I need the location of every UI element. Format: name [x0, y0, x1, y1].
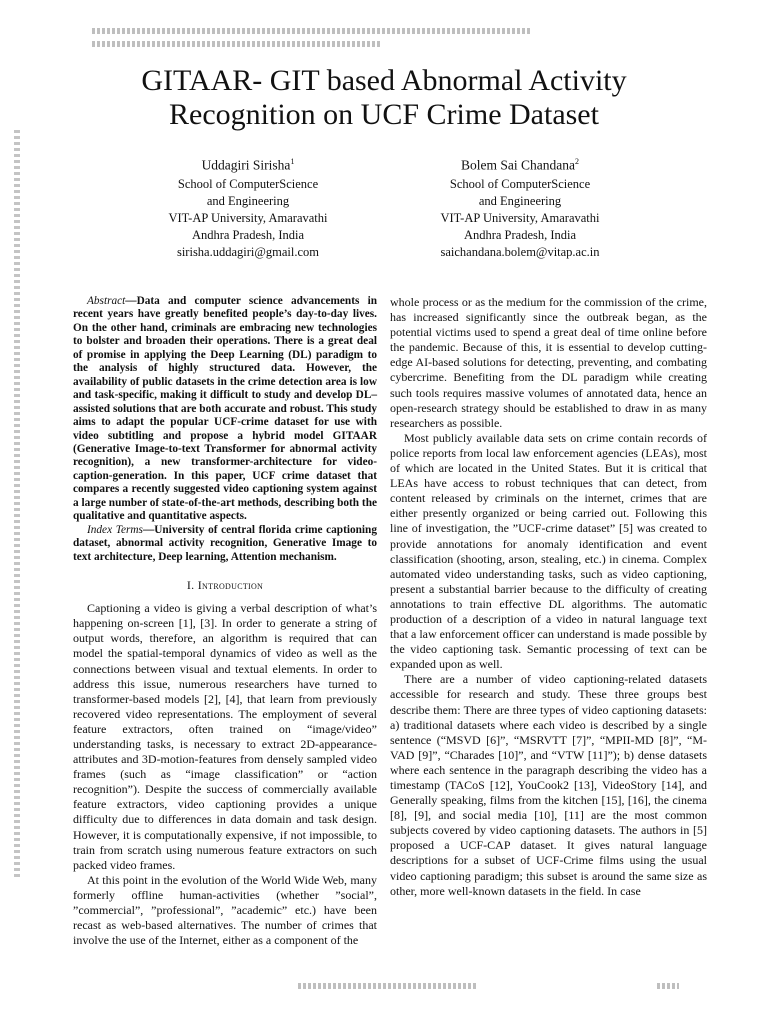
author-department: School of ComputerScience	[177, 176, 319, 191]
footer-blurred-line	[298, 983, 476, 989]
author-name: Uddagiri Sirisha$^1$	[201, 157, 295, 173]
right-column	[390, 295, 707, 899]
index-terms: Index Terms—University of central florida crime captioning dataset, abnormal activity recognition, Generative Image to text architecture, Deep learning, Attention mechanism.	[73, 523, 377, 563]
body-paragraph: Captioning a video is giving a verbal description of what’s happening on-screen [1], [3]. In order to generate a string of output words, therefore, an algorithm is required that can model the spatial-temporal dynamics of video as well as the connections between visual and textual elements. In order to address this issue, numerous researchers have turned to transformer-based models [2], [4], that learn from previously recovered video representations. The employment of several feature extractors, often trained on “image/video” understanding tasks, is necessary to extract 2D-appearance-attributes and 3D-motion-features from densely sampled video frames (such as “image classification” or “action recognition”). Despite the success of commercially available feature extractors, video captioning provides a unique difficulty due to differences in data domain and task design. However, it is computationally expensive, if not impossible, to train from scratch using numerous feature extractors on such packed video frames.	[73, 601, 377, 872]
author-department-2: and Engineering	[206, 193, 290, 208]
footer-page-number	[657, 983, 679, 989]
title-line-1: GITAAR- GIT based Abnormal Activity	[141, 64, 627, 97]
section-heading-introduction: I. Introduction	[186, 578, 264, 593]
author-department-2: and Engineering	[478, 193, 562, 208]
header-blurred-line	[92, 41, 382, 47]
author-department: School of ComputerScience	[449, 176, 591, 191]
author-location: Andhra Pradesh, India	[191, 227, 305, 242]
body-paragraph: There are a number of video captioning-related datasets accessible for research and study. These three groups best describe them: There are three types of video captioning datasets: a) traditional datasets where each video is described by a single sentence (“MSVD [6]”, “MSRVTT [7]”, “MPII-MD [8]”, “M-VAD [9]”, “Charades [10]”, and “VTW [11]”); b) dense datasets where each sentence in the paragraph describing the video has a timestamp (TACoS [12], YouCook2 [13], VideoStory [14], and Generally speaking, films from the kitchen [15], [16], the cinema [8], [9], and social media [10], [11] are the most common subjects covered by video captioning datasets. The authors in [5] proposed a UCF-CAP dataset. It gives natural language descriptions for a subset of UCF-Crime films using the usual video captioning paradigm; this subset is around the same size as other, more well-known datasets in the field. In case	[390, 672, 707, 898]
left-column	[73, 295, 377, 948]
author-block	[98, 152, 398, 261]
title-line-2: Recognition on UCF Crime Dataset	[169, 98, 599, 131]
body-paragraph: At this point in the evolution of the World Wide Web, many formerly offline human-activities (whether ”social”, ”commercial”, ”professional”, ”academic” etc.) have been recast as web-based alternatives. The number of crimes that involve the use of the Internet, either as a component of the	[73, 872, 377, 948]
body-paragraph: whole process or as the medium for the commission of the crime, has increased significantly since the outbreak began, as the potential victims used to spend a great deal of time online before the pandemic. Because of this, it is essential to develop cutting-edge AI-based solutions for detecting, preventing, and combating cybercrime. Benefiting from the DL paradigm while creating such tools requires massive volumes of annotated data, hence an open-research strategy should be established to draw in as many researchers as possible.	[390, 295, 707, 430]
author-email: saichandana.bolem@vitap.ac.in	[440, 244, 600, 259]
author-institution: VIT-AP University, Amaravathi	[440, 210, 600, 225]
author-location: Andhra Pradesh, India	[463, 227, 577, 242]
author-institution: VIT-AP University, Amaravathi	[168, 210, 328, 225]
author-email: sirisha.uddagiri@gmail.com	[176, 244, 320, 259]
margin-watermark	[14, 130, 20, 880]
body-paragraph: Most publicly available data sets on crime contain records of police reports from local law enforcement agencies (LEAs), most of which are located in the United States. But it is critical that LEAs have access to robust techniques that can detect, from content released by criminals on the internet, crimes that are either presently organized or being carried out. Following this line of investigation, the ”UCF-crime dataset” [5] was created to provide annotations for anomaly identification and event classification (shooting, arson, stealing, etc.) in cinema. Complex automated video understanding tasks, such as video captioning, present a substantial barrier because to the difficulty of creating annotations to train effective DL algorithms. The automatic production of a description of a video in natural language text that a law enforcement officer can understand is made possible by the video captioning task. Semantic processing of text can be expanded upon as well.	[390, 430, 707, 672]
author-name: Bolem Sai Chandana$^2$	[461, 157, 579, 173]
author-block	[370, 152, 670, 261]
paper-title	[0, 64, 768, 132]
header-blurred-line	[92, 28, 532, 34]
abstract: Abstract—Data and computer science advancements in recent years have greatly benefited people’s day-to-day lives. On the other hand, criminals are embracing new technologies to bolster and broaden their operations. There is a great deal of promise in applying the Deep Learning (DL) paradigm to the analysis of highly structured data. However, the availability of public datasets in the crime detection area is low and task-specific, making it difficult to study and develop DL–assisted solutions that are both accurate and robust. This study aims to adapt the popular UCF-crime dataset for use with video subtitling and propose a hybrid model GITAAR (Generative Image-to-text Transformer for abnormal activity recognition), a new transformer-architecture for video-caption-generation. In this paper, UCF crime dataset that compares a recently suggested video captioning system against a large number of state-of-the-art methods, describing both the qualitative and quantitative aspects.	[73, 295, 377, 523]
